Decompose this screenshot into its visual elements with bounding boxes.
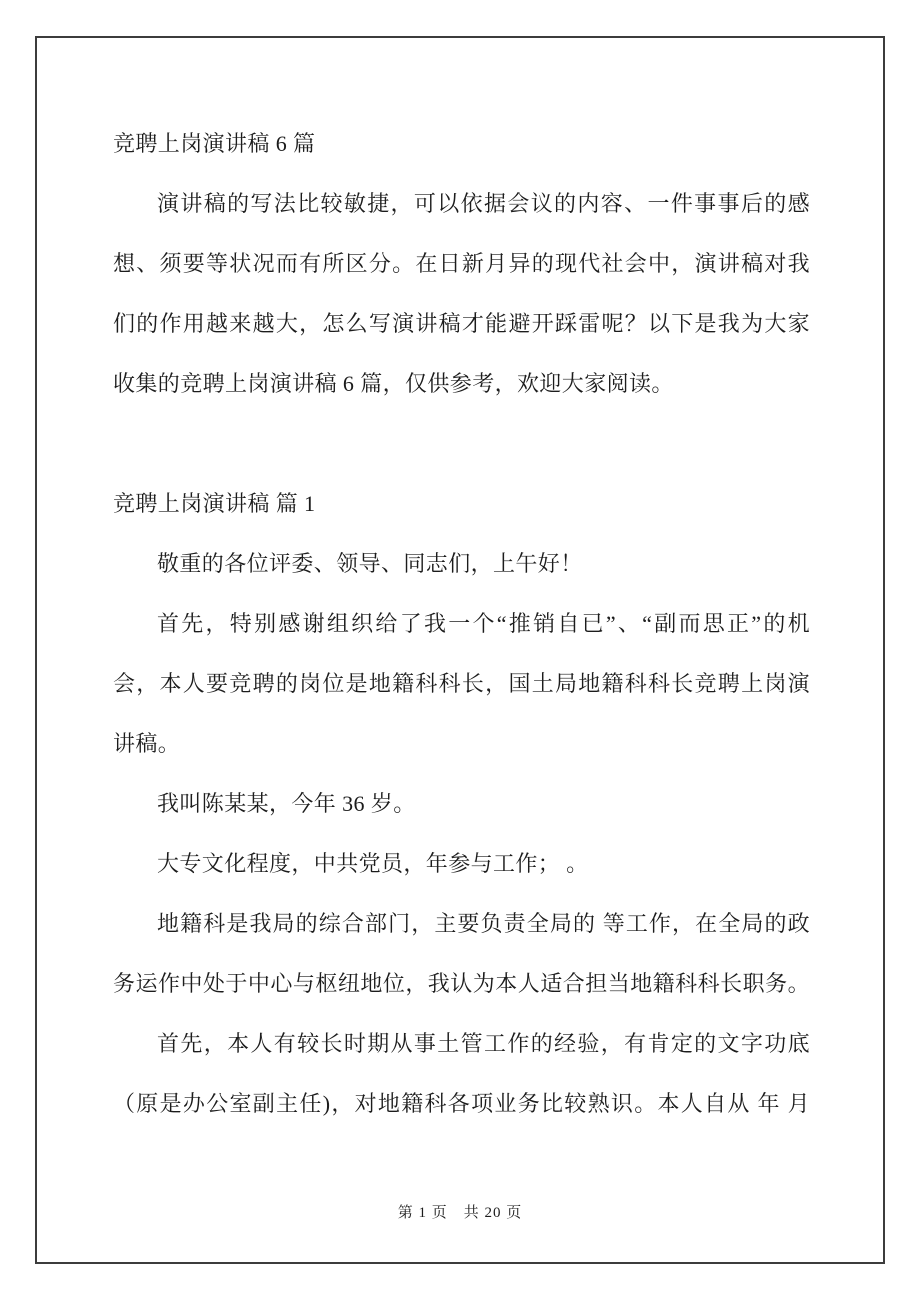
blank-line bbox=[113, 414, 810, 474]
text-line: 演讲稿的写法比较敏捷，可以依据会议的内容、一件事事后的感 bbox=[157, 191, 810, 216]
text-line: 想、须要等状况而有所区分。在日新月异的现代社会中，演讲稿对我 bbox=[113, 251, 810, 276]
total-pages-label: 共 20 页 bbox=[463, 1205, 523, 1221]
text-line: 讲稿。 bbox=[113, 731, 181, 756]
text-line: 会，本人要竞聘的岗位是地籍科科长，国土局地籍科科长竞聘上岗演 bbox=[113, 671, 810, 696]
text-line: 大专文化程度，中共党员，年参与工作； 。 bbox=[157, 851, 589, 876]
document-page bbox=[35, 36, 885, 1264]
text-line: 敬重的各位评委、领导、同志们，上午好！ bbox=[157, 551, 583, 576]
document-title: 竞聘上岗演讲稿 6 篇 bbox=[113, 131, 316, 156]
text-line: 务运作中处于中心与枢纽地位，我认为本人适合担当地籍科科长职务。 bbox=[113, 971, 810, 996]
text-line: 地籍科是我局的综合部门，主要负责全局的 等工作，在全局的政 bbox=[157, 911, 810, 936]
text-line: 首先，特别感谢组织给了我一个“推销自已”、“副而思正”的机 bbox=[157, 611, 810, 636]
page-footer bbox=[37, 1201, 883, 1222]
text-line: （原是办公室副主任)，对地籍科各项业务比较熟识。本人自从 年 月 bbox=[113, 1091, 810, 1116]
current-page-label: 第 1 页 bbox=[397, 1205, 448, 1221]
document-content bbox=[113, 114, 810, 1134]
section-heading: 竞聘上岗演讲稿 篇 1 bbox=[113, 491, 316, 516]
text-line: 首先，本人有较长时期从事土管工作的经验，有肯定的文字功底 bbox=[157, 1031, 810, 1056]
text-line: 收集的竞聘上岗演讲稿 6 篇，仅供参考，欢迎大家阅读。 bbox=[113, 371, 674, 396]
text-line: 我叫陈某某，今年 36 岁。 bbox=[157, 791, 416, 816]
text-line: 们的作用越来越大，怎么写演讲稿才能避开踩雷呢？以下是我为大家 bbox=[113, 311, 810, 336]
